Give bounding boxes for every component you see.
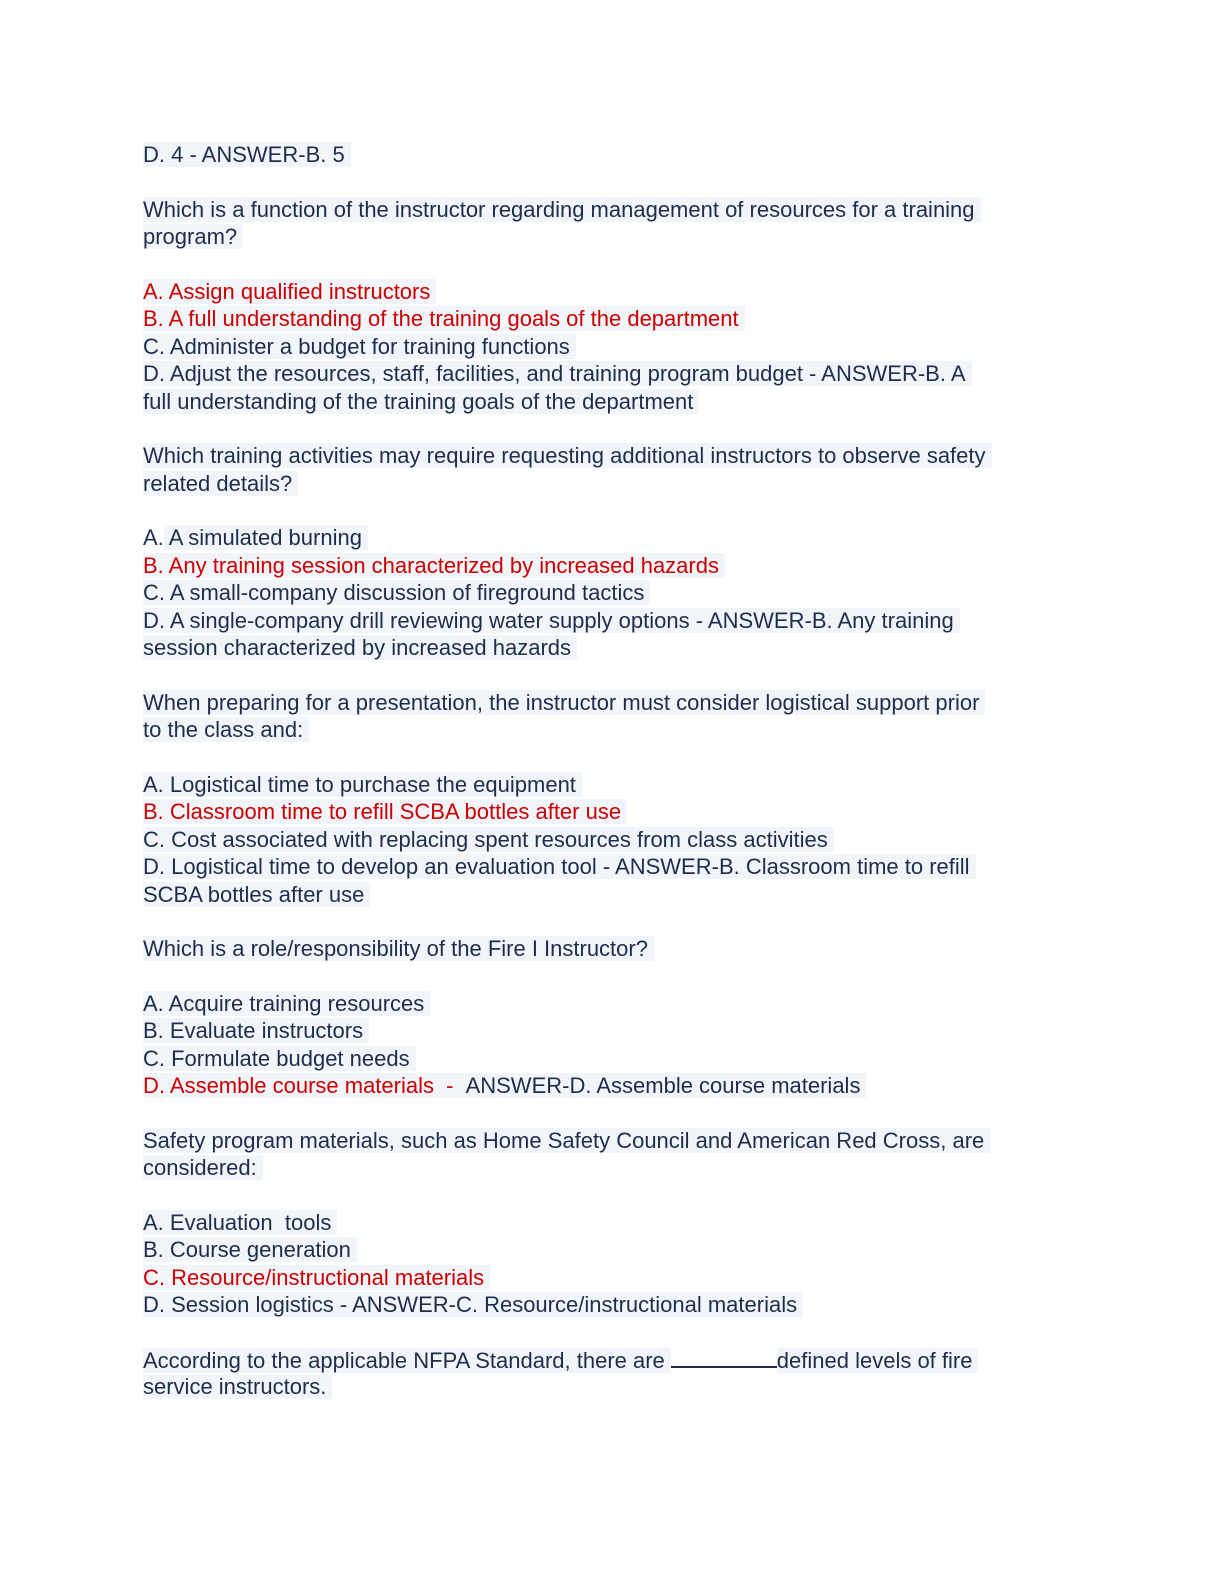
question-text: service instructors. — [143, 1374, 332, 1399]
fill-in-blank — [671, 1346, 777, 1368]
option-a: A. Logistical time to purchase the equipment — [143, 772, 582, 797]
option-d-continued: SCBA bottles after use — [143, 882, 370, 907]
option-d: D. Logistical time to develop an evaluation tool - ANSWER-B. Classroom time to refill — [143, 854, 976, 879]
question-text: According to the applicable NFPA Standard, there are defined levels of fire — [143, 1346, 1083, 1374]
option-a: A. Evaluation tools — [143, 1210, 337, 1235]
question-text: Which is a function of the instructor regarding management of resources for a training — [143, 197, 981, 222]
option-a: A. Assign qualified instructors — [143, 279, 436, 304]
question-block-5 — [143, 1127, 1083, 1319]
question-text: to the class and: — [143, 717, 309, 742]
question-text: Safety program materials, such as Home Safety Council and American Red Cross, are — [143, 1128, 990, 1153]
previous-answer-line: D. 4 - ANSWER-B. 5 — [143, 141, 1083, 169]
question-text: Which training activities may require requesting additional instructors to observe safety — [143, 443, 992, 468]
option-c: C. A small-company discussion of fireground tactics — [143, 580, 650, 605]
option-b: B. A full understanding of the training goals of the department — [143, 306, 745, 331]
question-block-2 — [143, 442, 1083, 662]
option-d-continued: session characterized by increased hazards — [143, 635, 577, 660]
option-c: C. Formulate budget needs — [143, 1046, 416, 1071]
option-d: D. A single-company drill reviewing water supply options - ANSWER-B. Any training — [143, 608, 960, 633]
question-text: related details? — [143, 471, 298, 496]
option-a: A. A simulated burning — [143, 524, 1083, 552]
option-b: B. Any training session characterized by increased hazards — [143, 553, 725, 578]
question-block-6 — [143, 1346, 1083, 1401]
question-text: program? — [143, 224, 243, 249]
question-text: When preparing for a presentation, the instructor must consider logistical support prior — [143, 690, 985, 715]
option-b: B. Evaluate instructors — [143, 1018, 369, 1043]
option-b: B. Course generation — [143, 1237, 357, 1262]
option-d-continued: full understanding of the training goals of the department — [143, 389, 699, 414]
document-body — [143, 141, 1083, 1401]
option-c: C. Cost associated with replacing spent resources from class activities — [143, 827, 834, 852]
option-d: D. Session logistics - ANSWER-C. Resource/instructional materials — [143, 1292, 803, 1317]
option-c: C. Resource/instructional materials — [143, 1265, 490, 1290]
option-b: B. Classroom time to refill SCBA bottles after use — [143, 799, 627, 824]
question-text: considered: — [143, 1155, 263, 1180]
question-block-4 — [143, 935, 1083, 1100]
question-text: Which is a role/responsibility of the Fire I Instructor? — [143, 936, 654, 961]
option-a: A. Acquire training resources — [143, 991, 430, 1016]
question-block-1 — [143, 196, 1083, 416]
option-d: D. Assemble course materials - ANSWER-D. Assemble course materials — [143, 1072, 1083, 1100]
question-block-3 — [143, 689, 1083, 909]
answer-text: ANSWER-D. Assemble course materials — [466, 1073, 867, 1098]
option-d: D. Adjust the resources, staff, facilities, and training program budget - ANSWER-B. A — [143, 361, 972, 386]
option-c: C. Administer a budget for training functions — [143, 334, 576, 359]
